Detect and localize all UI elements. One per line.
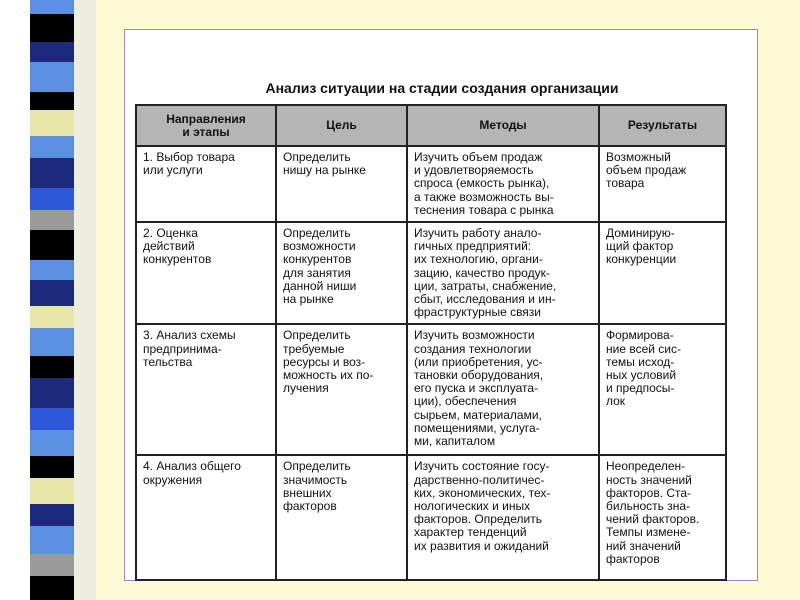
stripe-block [30,62,74,92]
cell-methods: Изучить работу анало- гичных предприятий: их технологию, органи- зацию, качество продук- ции, затраты, снабжение, сбыт, исследования и ин- фраструктурные связи [407,222,599,324]
cell-stage: 1. Выбор товара или услуги [136,146,276,222]
stripe-block [30,158,74,188]
cell-results: Возможный объем продаж товара [599,146,726,222]
stripe-block [30,110,74,136]
table-header-row [136,105,726,146]
decorative-stripes [0,0,96,600]
cell-methods: Изучить возможности создания технологии (или приобретения, ус- тановки оборудования, его пуска и эксплуата- ции), обеспечения сырьем, материалами, помещениями, услуга- ми, капиталом [407,324,599,455]
cell-goal: Определить возможности конкурентов для занятия данной ниши на рынке [276,222,407,324]
stripe-block [30,280,74,306]
cell-stage: 2. Оценка действий конкурентов [136,222,276,324]
table-row [136,222,726,324]
stripe-block [30,576,74,600]
cell-results: Неопределен- ность значений факторов. Ста- бильность зна- чений факторов. Темпы измене- ний значений факторов [599,455,726,580]
analysis-table [135,104,727,581]
stripe-block [30,554,74,576]
header-methods: Методы [407,105,599,146]
stripe-white-band [0,0,30,600]
cell-results: Доминирую- щий фактор конкуренции [599,222,726,324]
cell-stage: 3. Анализ схемы предпринима- тельства [136,324,276,455]
cell-stage: 4. Анализ общего окружения [136,455,276,580]
stripe-block [30,188,74,210]
stripe-block [30,504,74,526]
stripe-block [30,136,74,158]
cell-results: Формирова- ние всей сис- темы исход- ных условий и предпосы- лок [599,324,726,455]
stripe-block [30,356,74,378]
stripe-block [30,230,74,260]
cell-goal: Определить значимость внешних факторов [276,455,407,580]
stripe-block [30,526,74,554]
table-row [136,324,726,455]
stripe-block [30,478,74,504]
stripe-edge-band [74,0,96,600]
cell-methods: Изучить объем продаж и удовлетворяемость спроса (емкость рынка), а также возможность вы- теснения товара с рынка [407,146,599,222]
stripe-block [30,430,74,456]
stripe-block [30,328,74,356]
cell-methods: Изучить состояние госу- дарственно-политичес- ких, экономических, тех- нологических и иных факторов. Определить характер тенденций их развития и ожиданий [407,455,599,580]
stripe-block [30,306,74,328]
stripe-block [30,14,74,42]
stripe-block [30,456,74,478]
header-results: Результаты [599,105,726,146]
document-title: Анализ ситуации на стадии создания организации [265,80,619,96]
header-goal: Цель [276,105,407,146]
stripe-block [30,42,74,62]
header-stages: Направления и этапы [136,105,276,146]
stripe-block [30,378,74,408]
table-row [136,455,726,580]
table-row [136,146,726,222]
stripe-block [30,210,74,230]
cell-goal: Определить требуемые ресурсы и воз- можность их по- лучения [276,324,407,455]
stripe-block [30,0,74,14]
stripe-block [30,408,74,430]
stripe-block [30,92,74,110]
cell-goal: Определить нишу на рынке [276,146,407,222]
stripe-block [30,260,74,280]
